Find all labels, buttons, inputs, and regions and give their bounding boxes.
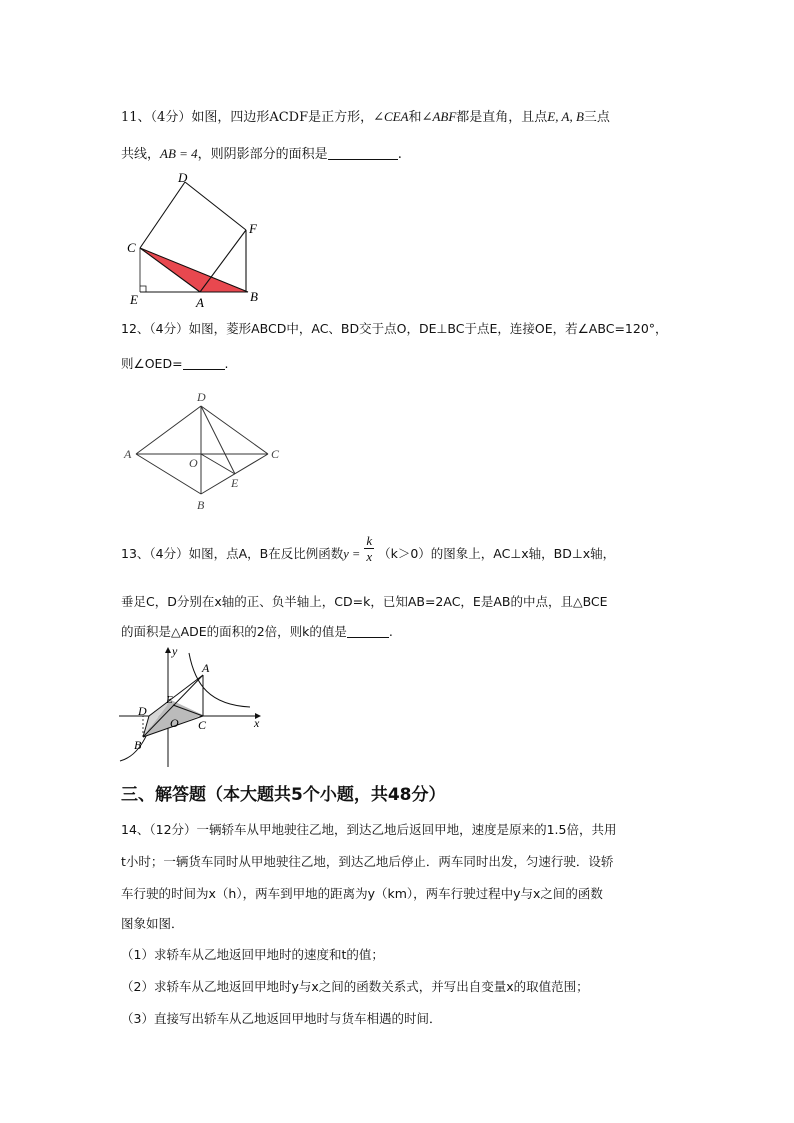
q13-label-y: y (172, 645, 178, 658)
q11-text-2b: ，则阴影部分的面积是 (197, 147, 328, 162)
q11-text-1a: 11、（4分）如图，四边形ACDF是正方形， (121, 110, 374, 125)
q14-sub-1: （1）求轿车从乙地返回甲地时的速度和t的值； (121, 947, 384, 962)
q14-line-1: 14、（12分）一辆轿车从甲地驶往乙地，到达乙地后返回甲地，速度是原来的1.5倍，共用 (121, 822, 617, 837)
q13-label-a: A (202, 661, 210, 675)
q13-line-1 (121, 533, 616, 564)
q13-y-eq: y = (343, 547, 361, 561)
q14-sub-2: （2）求轿车从乙地返回甲地时y与x之间的函数关系式，并写出自变量x的取值范围； (121, 979, 589, 994)
q11-points: E, A, B (547, 109, 584, 124)
q14-line-2: t小时；一辆货车同时从甲地驶往乙地，到达乙地后停止．两车同时出发，匀速行驶．设轿 (121, 854, 614, 869)
q12-label-o: O (189, 456, 198, 470)
q11-label-e: E (130, 292, 138, 307)
q11-angle-cea: ∠CEA (373, 109, 409, 124)
q11-line-2 (121, 144, 402, 165)
q11-text-1d: 三点 (583, 110, 610, 125)
q11-angle-abf: ∠ABF (421, 109, 457, 124)
q13-text-3end: . (388, 624, 393, 639)
q12-text-2end: . (224, 356, 229, 371)
q13-label-x: x (254, 716, 260, 730)
q13-fraction (364, 533, 374, 564)
q14-line-3: 车行驶的时间为x（h），两车到甲地的距离为y（km），两车行驶过程中y与x之间的函数 (121, 886, 603, 901)
q11-text-2end: . (397, 147, 402, 162)
q11-label-a: A (196, 295, 204, 310)
q13-label-o: O (170, 716, 179, 730)
q11-figure (120, 170, 280, 315)
q12-line-2 (121, 354, 229, 374)
q13-answer-blank[interactable] (347, 623, 389, 638)
q11-label-f: F (249, 221, 257, 236)
q12-label-e: E (231, 476, 239, 490)
q14-line-4: 图象如图． (121, 916, 184, 931)
q11-text-2a: 共线， (121, 147, 161, 162)
q11-ab-equation: AB = 4 (160, 146, 198, 161)
q13-text-3a: 的面积是△ADE的面积的2倍，则k的值是 (121, 624, 347, 639)
q11-line-1 (121, 107, 610, 128)
q13-line-2: 垂足C，D分别在x轴的正、负半轴上，CD=k，已知AB=2AC，E是AB的中点，且△BCE (121, 594, 608, 609)
q13-frac-num: k (366, 533, 373, 548)
q11-label-d: D (178, 170, 188, 185)
q13-text-1b: （k＞0）的图象上，AC⊥x轴，BD⊥x轴， (378, 546, 616, 561)
q13-frac-den: x (366, 549, 373, 564)
q13-label-b: B (134, 738, 142, 752)
q13-line-3 (121, 622, 393, 642)
q13-figure (115, 645, 275, 770)
q13-label-c: C (198, 718, 207, 732)
q14-sub-3: （3）直接写出轿车从乙地返回甲地时与货车相遇的时间． (121, 1011, 442, 1026)
q11-label-b: B (250, 289, 258, 304)
q13-label-e: E (166, 694, 173, 706)
q13-text-1a: 13、（4分）如图，点A，B在反比例函数 (121, 546, 344, 561)
q12-line-1: 12、（4分）如图，菱形ABCD中，AC、BD交于点O，DE⊥BC于点E，连接OE，若∠ABC=120°， (121, 321, 668, 336)
q12-label-b: B (197, 498, 205, 512)
q12-label-c: C (271, 447, 280, 461)
q12-label-a: A (124, 447, 132, 461)
q11-answer-blank[interactable] (328, 145, 398, 160)
q12-label-d: D (197, 390, 206, 404)
q13-label-d: D (138, 704, 147, 718)
q12-answer-blank[interactable] (183, 355, 225, 370)
q12-figure (120, 388, 290, 513)
q11-text-1c: 都是直角，且点 (456, 110, 548, 125)
q11-label-c: C (127, 240, 136, 255)
q11-text-1b: 和 (408, 110, 422, 125)
q12-text-2a: 则∠OED= (121, 356, 183, 371)
section-title: 三、解答题（本大题共5个小题，共48分） (121, 785, 446, 805)
